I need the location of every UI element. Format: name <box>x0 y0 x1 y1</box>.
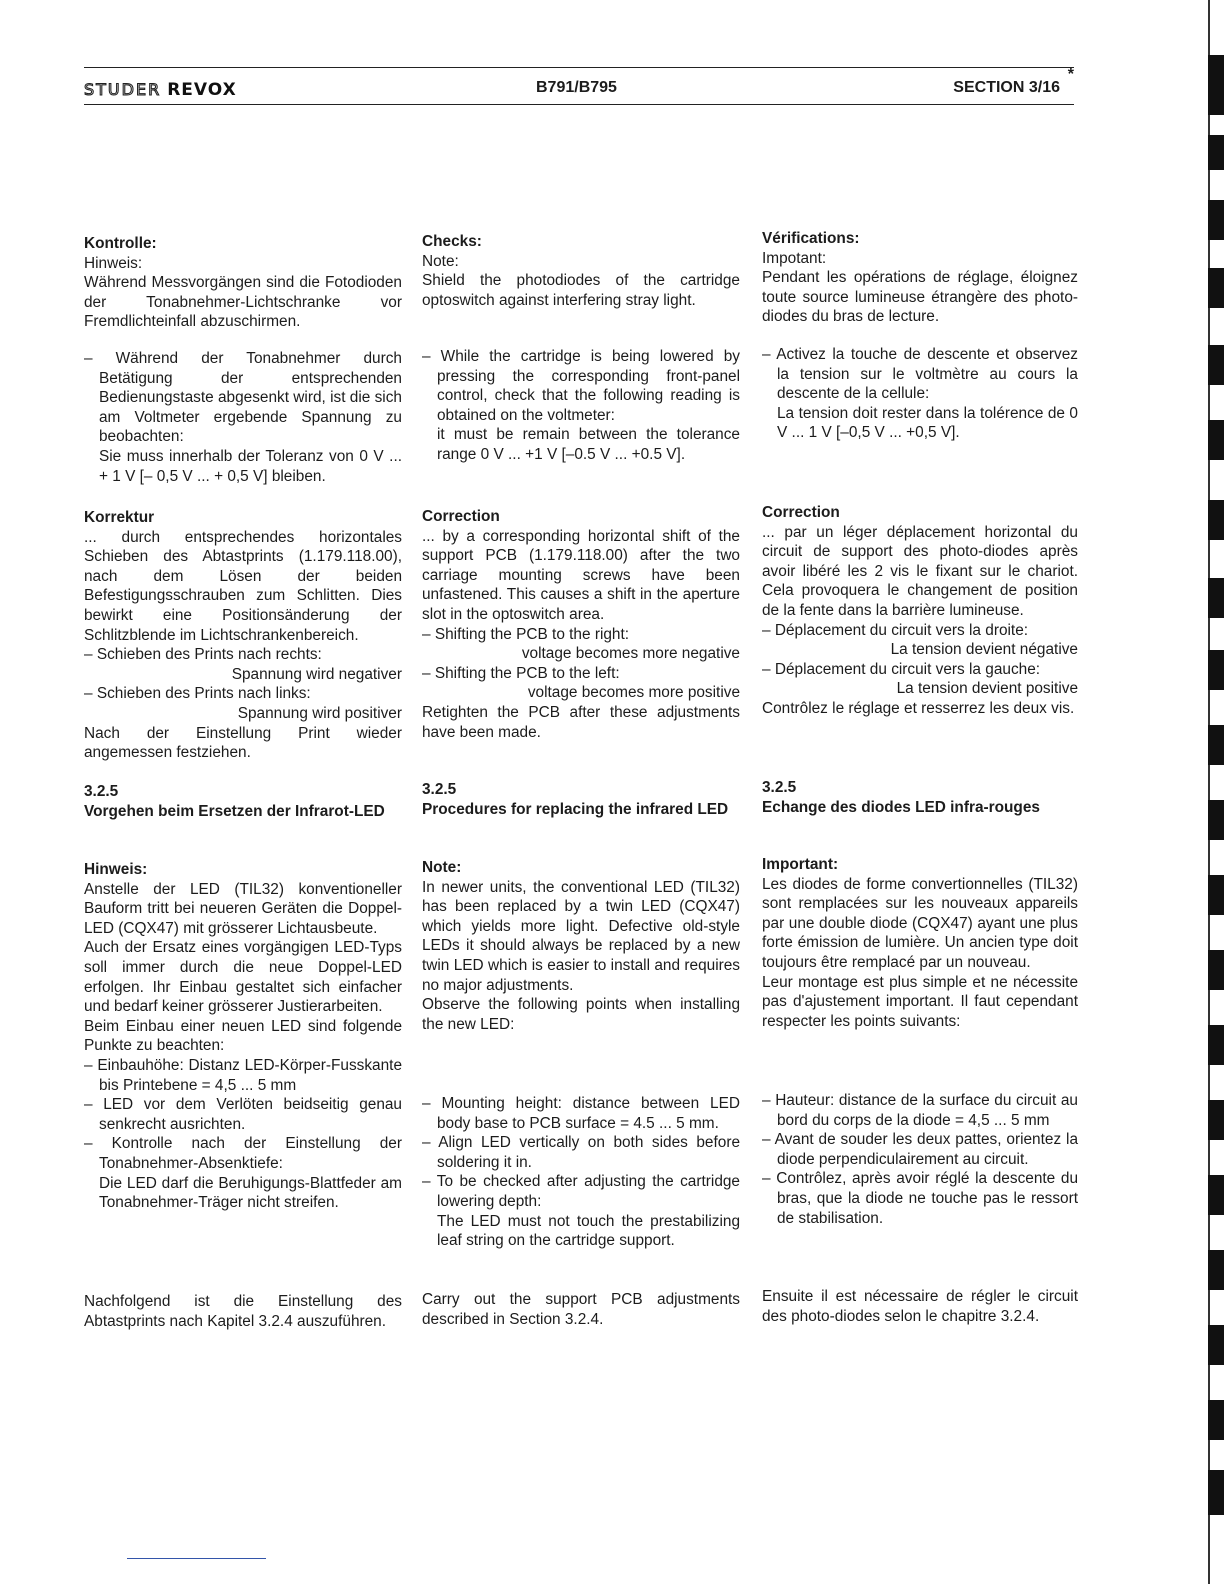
binder-hole <box>1208 1470 1224 1515</box>
final-instruction: Nachfolgend ist die Einstellung des Abtastprints nach Kapitel 3.2.4 auszuführen. <box>84 1293 402 1330</box>
checks-item-tolerance: it must be remain between the tolerance range 0 V ... +1 V [–0.5 V ... +0.5 V]. <box>437 426 740 463</box>
footer-mark <box>127 1558 266 1559</box>
correction-text: ... by a corresponding horizontal shift of the support PCB (1.179.118.00) after the two carriage mounting screws have been unfastened. This causes a shift in the aperture slot in the optoswitch area. <box>422 527 740 623</box>
section-title: Procedures for replacing the infrared LED <box>422 800 729 818</box>
correction-heading: Correction <box>422 508 500 525</box>
correction-left: – Shifting the PCB to the left: <box>422 664 620 682</box>
checks-text: Während Messvorgängen sind die Fotodioden der Tonabnehmer-Lichtschranke vor Fremdlichteinfall abzuschirmen. <box>84 274 402 331</box>
correction-left-result: Spannung wird positiver <box>237 704 402 722</box>
correction-left-result: La tension devient positive <box>896 680 1078 698</box>
checks-item: – While the cartridge is being lowered by pressing the corresponding front-panel control, check that the following reading is obtained on the voltmeter: <box>422 348 740 424</box>
brand-logo <box>84 79 237 100</box>
section-number-325: 3.2.5 <box>84 783 119 800</box>
correction-heading: Korrektur <box>84 509 155 526</box>
checks-note-label: Impotant: <box>762 249 827 267</box>
mounting-height-item: – Einbauhöhe: Distanz LED-Körper-Fusskante bis Printebene = 4,5 ... 5 mm <box>84 1056 402 1094</box>
binder-hole <box>1208 950 1224 990</box>
correction-right: – Shifting the PCB to the right: <box>422 625 630 643</box>
binder-hole <box>1208 420 1224 460</box>
mounting-height-item: – Hauteur: distance de la surface du circuit au bord du corps de la diode = 4,5 ... 5 mm <box>762 1092 1078 1129</box>
model-number: B791/B795 <box>536 79 617 96</box>
section-number-325: 3.2.5 <box>422 781 457 798</box>
correction-right-result: Spannung wird negativer <box>231 665 402 683</box>
binder-hole <box>1208 1325 1224 1365</box>
final-instruction: Ensuite il est nécessaire de régler le circuit des photo-diodes selon le chapitre 3.2.4. <box>762 1288 1078 1325</box>
binder-hole <box>1208 875 1224 915</box>
binder-hole <box>1208 500 1224 540</box>
note-text-2: Leur montage est plus simple et ne nécessite pas d'ajustement important. Il faut cependant respecter les points suivants: <box>762 973 1078 1030</box>
correction-end: Retighten the PCB after these adjustments have been made. <box>422 703 740 741</box>
correction-left-result: voltage becomes more positive <box>527 684 740 702</box>
note-heading: Note: <box>422 859 462 876</box>
checks-item: – Activez la touche de descente et observez la tension sur le voltmètre au cours la descente de la cellule: <box>762 346 1078 403</box>
checks-item: – Während der Tonabnehmer durch Betätigung der entsprechenden Bedienungstaste abgesenkt wird, ist die sich am Voltmeter ergebende Spannung zu beobachten: <box>84 350 402 446</box>
header-rule-bottom <box>84 104 1074 105</box>
check-item: – To be checked after adjusting the cartridge lowering depth: <box>422 1173 740 1210</box>
binder-hole <box>1208 1100 1224 1140</box>
section-number: SECTION 3/16 <box>953 79 1060 96</box>
correction-right: – Déplacement du circuit vers la droite: <box>762 621 1029 639</box>
checks-note-label: Hinweis: <box>84 254 143 272</box>
checks-note-label: Note: <box>422 252 459 270</box>
note-text: Les diodes de forme convertionnelles (TIL32) sont remplacées sur les nouveaux appareils par une double diode (CQX47) ayant une plus forte émission de lumière. Un ancien type doit toujours être remplacé par un nouveau. <box>762 875 1078 971</box>
binder-hole <box>1208 1250 1224 1290</box>
correction-left: – Schieben des Prints nach links: <box>84 685 311 703</box>
note-text: Anstelle der LED (TIL32) konventioneller Bauform tritt bei neueren Geräten die Doppel-LED (CQX47) mit grösserer Lichtausbeute. <box>84 880 402 937</box>
correction-end: Contrôlez le réglage et resserrez les deux vis. <box>762 699 1075 717</box>
page-header <box>84 66 1074 104</box>
binder-hole <box>1208 135 1224 170</box>
binder-hole <box>1208 578 1224 618</box>
mounting-height-item: – Mounting height: distance between LED body base to PCB surface = 4.5 ... 5 mm. <box>422 1095 740 1132</box>
checks-item-tolerance: Sie muss innerhalb der Toleranz von 0 V ... + 1 V [– 0,5 V ... + 0,5 V] bleiben. <box>99 447 402 485</box>
checks-heading: Vérifications: <box>762 230 860 247</box>
section-number-325: 3.2.5 <box>762 779 797 796</box>
binder-hole <box>1208 1175 1224 1215</box>
note-text: In newer units, the conventional LED (TIL32) has been replaced by a twin LED (CQX47) which yields more light. Defective old-style LEDs it should always be replaced by a new twin LED which is easier to install and requires no major adjustments. <box>422 878 740 994</box>
note-heading: Hinweis: <box>84 861 148 878</box>
note-text-2: Observe the following points when installing the new LED: <box>422 996 740 1033</box>
binder-hole <box>1208 650 1224 690</box>
correction-text: ... par un léger déplacement horizontal du circuit de support des photo-diodes après avoir libéré les 2 vis le fixant sur le chariot. Cela provoquera le changement de position de la fente dans la barrière lumineuse. <box>762 523 1078 619</box>
binder-hole <box>1208 200 1224 240</box>
note-heading: Important: <box>762 856 839 873</box>
check-item-detail: The LED must not touch the prestabilizing leaf string on the cartridge support. <box>437 1212 740 1250</box>
correction-left: – Déplacement du circuit vers la gauche: <box>762 660 1041 678</box>
brand-studer: STUDER <box>84 80 162 99</box>
binder-hole <box>1208 1400 1224 1440</box>
checks-heading: Kontrolle: <box>84 235 157 252</box>
align-item: – Align LED vertically on both sides before soldering it in. <box>422 1134 740 1171</box>
note-text-2: Auch der Ersatz eines vorgängigen LED-Typs soll immer durch die neue Doppel-LED erfolgen. Ihr Einbau gestaltet sich einfacher und bedarf keiner grösserer Justierarbeiten. <box>84 939 402 1016</box>
header-rule-top <box>84 67 1074 68</box>
binder-hole <box>1208 345 1224 385</box>
revision-mark: * <box>1067 66 1074 83</box>
note-text-3: Beim Einbau einer neuen LED sind folgende Punkte zu beachten: <box>84 1017 402 1055</box>
correction-right-result: voltage becomes more negative <box>521 645 740 663</box>
checks-text: Pendant les opérations de réglage, éloignez toute source lumineuse étrangère des photo-diodes du bras de lecture. <box>762 269 1078 326</box>
correction-heading: Correction <box>762 504 840 521</box>
binder-hole <box>1208 268 1224 308</box>
checks-heading: Checks: <box>422 233 482 250</box>
section-title: Vorgehen beim Ersetzen der Infrarot-LED <box>84 802 385 820</box>
binder-hole <box>1208 1025 1224 1065</box>
correction-right: – Schieben des Prints nach rechts: <box>84 646 322 664</box>
binder-hole <box>1208 55 1224 115</box>
final-instruction: Carry out the support PCB adjustments described in Section 3.2.4. <box>422 1291 740 1328</box>
correction-right-result: La tension devient négative <box>890 641 1078 659</box>
section-title: Echange des diodes LED infra-rouges <box>762 798 1040 816</box>
checks-item-tolerance: La tension doit rester dans la tolérence de 0 V ... 1 V [–0,5 V ... +0,5 V]. <box>777 404 1078 442</box>
binder-hole <box>1208 800 1224 840</box>
check-item: – Kontrolle nach der Einstellung der Tonabnehmer-Absenktiefe: <box>84 1135 402 1172</box>
brand-revox: REVOX <box>167 80 237 100</box>
check-item: – Contrôlez, après avoir réglé la descente du bras, que la diode ne touche pas le ressort de stabilisation. <box>762 1170 1078 1227</box>
align-item: – LED vor dem Verlöten beidseitig genau senkrecht ausrichten. <box>84 1096 402 1133</box>
align-item: – Avant de souder les deux pattes, orientez la diode perpendiculairement au circuit. <box>762 1131 1078 1168</box>
binder-hole <box>1208 725 1224 765</box>
checks-text: Shield the photodiodes of the cartridge optoswitch against interfering stray light. <box>422 272 740 309</box>
correction-text: ... durch entsprechendes horizontales Schieben des Abtastprints (1.179.118.00), nach dem Lösen der beiden Befestigungsschrauben zum Schlitten. Dies bewirkt eine Positionsänderung der Schlitzblende im Lichtschrankenbereich. <box>84 528 402 644</box>
correction-end: Nach der Einstellung Print wieder angemessen festziehen. <box>84 724 402 762</box>
check-item-detail: Die LED darf die Beruhigungs-Blattfeder am Tonabnehmer-Träger nicht streifen. <box>99 1174 402 1212</box>
